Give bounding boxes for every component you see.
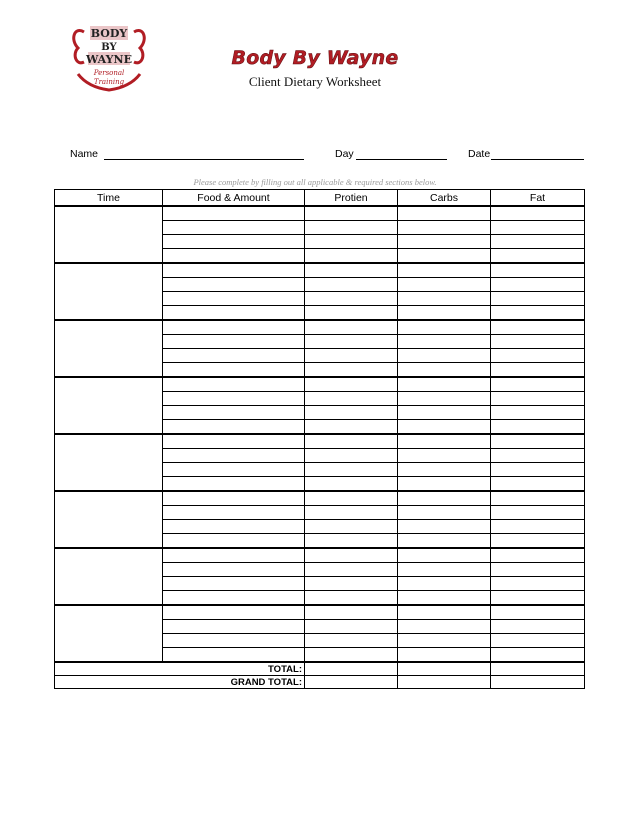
protein-cell[interactable] [305, 620, 398, 634]
column-header-fat: Fat [491, 190, 585, 207]
food-amount-cell[interactable] [163, 249, 305, 264]
carbs-cell[interactable] [398, 534, 491, 549]
time-cell[interactable] [55, 491, 163, 548]
svg-text:BODY: BODY [90, 27, 128, 40]
fat-cell[interactable] [491, 420, 585, 435]
time-cell[interactable] [55, 263, 163, 320]
food-amount-cell[interactable] [163, 377, 305, 392]
food-amount-cell[interactable] [163, 506, 305, 520]
carbs-cell[interactable] [398, 620, 491, 634]
carbs-cell[interactable] [398, 235, 491, 249]
protein-cell[interactable] [305, 648, 398, 663]
fat-cell[interactable] [491, 263, 585, 278]
table-row [55, 491, 585, 506]
total-row-label: TOTAL: [55, 662, 305, 676]
carbs-cell[interactable] [398, 306, 491, 321]
fat-cell[interactable] [491, 249, 585, 264]
food-amount-cell[interactable] [163, 221, 305, 235]
carbs-cell[interactable] [398, 548, 491, 563]
protein-cell[interactable] [305, 235, 398, 249]
protein-cell[interactable] [305, 491, 398, 506]
carbs-cell[interactable] [398, 491, 491, 506]
time-cell[interactable] [55, 377, 163, 434]
food-amount-cell[interactable] [163, 278, 305, 292]
fat-cell[interactable] [491, 463, 585, 477]
protein-cell[interactable] [305, 349, 398, 363]
carbs-cell[interactable] [398, 335, 491, 349]
fat-cell[interactable] [491, 306, 585, 321]
carbs-cell[interactable] [398, 634, 491, 648]
fat-cell[interactable] [491, 634, 585, 648]
fat-cell[interactable] [491, 349, 585, 363]
food-amount-cell[interactable] [163, 534, 305, 549]
instructions-text: Please complete by filling out all applicable & required sections below. [193, 177, 437, 187]
food-amount-cell[interactable] [163, 520, 305, 534]
protein-cell[interactable] [305, 434, 398, 449]
table-row [55, 263, 585, 278]
protein-cell[interactable] [305, 534, 398, 549]
fat-cell[interactable] [491, 320, 585, 335]
fat-cell[interactable] [491, 292, 585, 306]
protein-cell[interactable] [305, 605, 398, 620]
carbs-cell[interactable] [398, 520, 491, 534]
protein-cell[interactable] [305, 563, 398, 577]
carbs-cell[interactable] [398, 506, 491, 520]
date-field[interactable] [491, 159, 584, 160]
fat-cell[interactable] [491, 477, 585, 492]
dietary-log-table [54, 189, 585, 689]
carbs-cell[interactable] [398, 420, 491, 435]
carbs-cell[interactable] [398, 278, 491, 292]
time-cell[interactable] [55, 548, 163, 605]
fat-cell[interactable] [491, 449, 585, 463]
food-amount-cell[interactable] [163, 563, 305, 577]
food-amount-cell[interactable] [163, 548, 305, 563]
carbs-cell[interactable] [398, 249, 491, 264]
time-cell[interactable] [55, 605, 163, 662]
carbs-total-cell[interactable] [398, 662, 491, 676]
fat-cell[interactable] [491, 406, 585, 420]
carbs-cell[interactable] [398, 292, 491, 306]
carbs-cell[interactable] [398, 591, 491, 606]
food-amount-cell[interactable] [163, 620, 305, 634]
grand-total-row [55, 676, 585, 689]
food-amount-cell[interactable] [163, 320, 305, 335]
protein-cell[interactable] [305, 335, 398, 349]
protein-cell[interactable] [305, 221, 398, 235]
protein-cell[interactable] [305, 449, 398, 463]
column-header-protein: Protien [305, 190, 398, 207]
food-amount-cell[interactable] [163, 335, 305, 349]
protein-cell[interactable] [305, 278, 398, 292]
food-amount-cell[interactable] [163, 349, 305, 363]
food-amount-cell[interactable] [163, 406, 305, 420]
protein-cell[interactable] [305, 363, 398, 378]
total-row [55, 662, 585, 676]
protein-cell[interactable] [305, 263, 398, 278]
carbs-cell[interactable] [398, 434, 491, 449]
fat-total-cell[interactable] [491, 662, 585, 676]
fat-cell[interactable] [491, 506, 585, 520]
protein-total-cell[interactable] [305, 662, 398, 676]
food-amount-cell[interactable] [163, 306, 305, 321]
food-amount-cell[interactable] [163, 634, 305, 648]
fat-cell[interactable] [491, 534, 585, 549]
page-title: Body By Wayne [231, 47, 399, 69]
food-amount-cell[interactable] [163, 292, 305, 306]
day-label: Day [335, 148, 354, 160]
column-header-carbs: Carbs [398, 190, 491, 207]
table-body [55, 206, 585, 689]
svg-text:Training: Training [93, 78, 125, 86]
food-amount-cell[interactable] [163, 605, 305, 620]
carbs-cell[interactable] [398, 221, 491, 235]
fat-cell[interactable] [491, 377, 585, 392]
food-amount-cell[interactable] [163, 206, 305, 221]
date-label: Date [468, 148, 491, 160]
fat-cell[interactable] [491, 335, 585, 349]
food-amount-cell[interactable] [163, 449, 305, 463]
protein-cell[interactable] [305, 249, 398, 264]
carbs-cell[interactable] [398, 377, 491, 392]
protein-cell[interactable] [305, 506, 398, 520]
fat-cell[interactable] [491, 648, 585, 663]
protein-cell[interactable] [305, 463, 398, 477]
protein-cell[interactable] [305, 420, 398, 435]
food-amount-cell[interactable] [163, 463, 305, 477]
fat-cell[interactable] [491, 363, 585, 378]
fat-cell[interactable] [491, 577, 585, 591]
table-row [55, 548, 585, 563]
food-amount-cell[interactable] [163, 577, 305, 591]
fat-cell[interactable] [491, 434, 585, 449]
carbs-cell[interactable] [398, 406, 491, 420]
body-by-wayne-logo [64, 18, 154, 102]
table-row [55, 206, 585, 221]
fat-cell[interactable] [491, 206, 585, 221]
protein-cell[interactable] [305, 320, 398, 335]
column-header-food-amount: Food & Amount [163, 190, 305, 207]
svg-text:Personal: Personal [93, 69, 125, 77]
fat-cell[interactable] [491, 563, 585, 577]
food-amount-cell[interactable] [163, 392, 305, 406]
time-cell[interactable] [55, 206, 163, 263]
carbs-cell[interactable] [398, 392, 491, 406]
carbs-cell[interactable] [398, 363, 491, 378]
carbs-total-cell[interactable] [398, 676, 491, 689]
grand-total-row-label: GRAND TOTAL: [55, 676, 305, 689]
carbs-cell[interactable] [398, 449, 491, 463]
food-amount-cell[interactable] [163, 263, 305, 278]
page-subtitle: Client Dietary Worksheet [248, 74, 382, 89]
protein-cell[interactable] [305, 306, 398, 321]
fat-cell[interactable] [491, 392, 585, 406]
protein-cell[interactable] [305, 591, 398, 606]
protein-cell[interactable] [305, 477, 398, 492]
carbs-cell[interactable] [398, 349, 491, 363]
protein-cell[interactable] [305, 406, 398, 420]
fat-cell[interactable] [491, 548, 585, 563]
carbs-cell[interactable] [398, 463, 491, 477]
protein-cell[interactable] [305, 520, 398, 534]
food-amount-cell[interactable] [163, 235, 305, 249]
table-row [55, 434, 585, 449]
carbs-cell[interactable] [398, 648, 491, 663]
food-amount-cell[interactable] [163, 491, 305, 506]
carbs-cell[interactable] [398, 206, 491, 221]
protein-cell[interactable] [305, 206, 398, 221]
food-amount-cell[interactable] [163, 591, 305, 606]
fat-cell[interactable] [491, 278, 585, 292]
fat-cell[interactable] [491, 620, 585, 634]
fat-cell[interactable] [491, 591, 585, 606]
day-field[interactable] [356, 159, 447, 160]
carbs-cell[interactable] [398, 577, 491, 591]
fat-cell[interactable] [491, 520, 585, 534]
carbs-cell[interactable] [398, 320, 491, 335]
carbs-cell[interactable] [398, 477, 491, 492]
food-amount-cell[interactable] [163, 434, 305, 449]
food-amount-cell[interactable] [163, 477, 305, 492]
table-row [55, 605, 585, 620]
carbs-cell[interactable] [398, 563, 491, 577]
carbs-cell[interactable] [398, 605, 491, 620]
table-row [55, 377, 585, 392]
fat-cell[interactable] [491, 491, 585, 506]
name-label: Name [70, 148, 99, 160]
protein-cell[interactable] [305, 377, 398, 392]
carbs-cell[interactable] [398, 263, 491, 278]
fat-cell[interactable] [491, 221, 585, 235]
food-amount-cell[interactable] [163, 363, 305, 378]
time-cell[interactable] [55, 434, 163, 491]
table-header-row [55, 190, 585, 207]
table-row [55, 320, 585, 335]
name-field[interactable] [104, 159, 304, 160]
protein-total-cell[interactable] [305, 676, 398, 689]
protein-cell[interactable] [305, 292, 398, 306]
food-amount-cell[interactable] [163, 648, 305, 663]
protein-cell[interactable] [305, 634, 398, 648]
svg-text:WAYNE: WAYNE [86, 53, 132, 66]
food-amount-cell[interactable] [163, 420, 305, 435]
protein-cell[interactable] [305, 577, 398, 591]
fat-total-cell[interactable] [491, 676, 585, 689]
protein-cell[interactable] [305, 392, 398, 406]
column-header-time: Time [55, 190, 163, 207]
svg-text:BY: BY [101, 42, 117, 53]
fat-cell[interactable] [491, 235, 585, 249]
protein-cell[interactable] [305, 548, 398, 563]
fat-cell[interactable] [491, 605, 585, 620]
time-cell[interactable] [55, 320, 163, 377]
